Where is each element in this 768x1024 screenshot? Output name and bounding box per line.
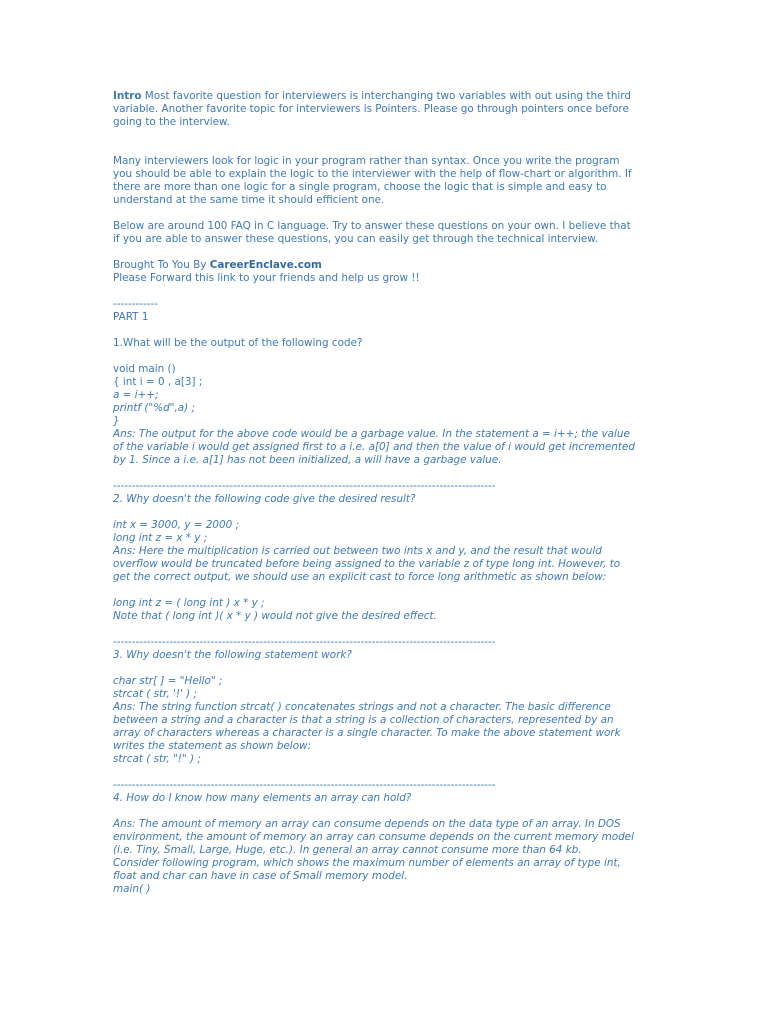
q2-question: 2. Why doesn't the following code give the desired result? <box>113 493 416 505</box>
q3-question: 3. Why doesn't the following statement work? <box>113 649 352 661</box>
brought-line <box>113 259 658 272</box>
short-divider: ------------ <box>113 298 158 310</box>
q3-answer-line: between a string and a character is that a string is a collection of characters, represented by an <box>113 714 614 726</box>
q1-answer-line: by 1. Since a i.e. a[1] has not been initialized, a will have a garbage value. <box>113 454 502 466</box>
intro-line-2: variable. Another favorite topic for interviewers is Pointers. Please go through pointers once before <box>113 103 629 115</box>
logic-line-1: Many interviewers look for logic in your program rather than syntax. Once you write the program <box>113 155 620 167</box>
q1-code-line: a = i++; <box>113 389 159 401</box>
divider: ------------------------------------------------------------------------------------------------------ <box>113 636 496 648</box>
q1-question: 1.What will be the output of the following code? <box>113 337 363 349</box>
q1-code-line: void main () <box>113 363 176 375</box>
q4-answer-line: main( ) <box>113 883 151 895</box>
faq-line-2: if you are able to answer these questions, you can easily get through the technical interview. <box>113 233 599 245</box>
q3-code-line: strcat ( str, '!' ) ; <box>113 688 198 700</box>
q1-answer-line: of the variable i would get assigned first to a i.e. a[0] and then the value of i would get incremented <box>113 441 635 453</box>
q1-code-line: { int i = 0 , a[3] ; <box>113 376 203 388</box>
logic-line-2: you should be able to explain the logic to the interviewer with the help of flow-chart or algorithm. If <box>113 168 632 180</box>
q2-code-line: int x = 3000, y = 2000 ; <box>113 519 240 531</box>
q3-answer-line: array of characters whereas a character is a single character. To make the above statement work <box>113 727 621 739</box>
site-link[interactable]: CareerEnclave.com <box>209 259 322 271</box>
logic-line-3: there are more than one logic for a single program, choose the logic that is simple and easy to <box>113 181 607 193</box>
q1-code-line: printf ("%d",a) ; <box>113 402 195 414</box>
q3-answer-line: writes the statement as shown below: <box>113 740 312 752</box>
q3-code-line: char str[ ] = "Hello" ; <box>113 675 223 687</box>
intro-line-1 <box>113 90 658 103</box>
q2-answer-line: Ans: Here the multiplication is carried out between two ints x and y, and the result that would <box>113 545 602 557</box>
q4-answer-line: Ans: The amount of memory an array can consume depends on the data type of an array. In DOS <box>113 818 621 830</box>
divider: ------------------------------------------------------------------------------------------------------ <box>113 480 496 492</box>
q4-answer-line: environment, the amount of memory an array can consume depends on the current memory model <box>113 831 634 843</box>
q2-code-line: long int z = ( long int ) x * y ; <box>113 597 265 609</box>
q2-code-line: long int z = x * y ; <box>113 532 208 544</box>
q4-answer-line: float and char can have in case of Small memory model. <box>113 870 408 882</box>
q1-code-line: } <box>113 415 120 427</box>
faq-line-1: Below are around 100 FAQ in C language. Try to answer these questions on your own. I believe that <box>113 220 631 232</box>
forward-line: Please Forward this link to your friends and help us grow !! <box>113 272 420 284</box>
q4-answer-line: Consider following program, which shows the maximum number of elements an array of type int, <box>113 857 621 869</box>
document-body <box>113 90 658 896</box>
q3-answer-line: Ans: The string function strcat( ) concatenates strings and not a character. The basic difference <box>113 701 611 713</box>
logic-line-4: understand at the same time it should efficient one. <box>113 194 385 206</box>
intro-line-3: going to the interview. <box>113 116 230 128</box>
q4-question: 4. How do I know how many elements an array can hold? <box>113 792 412 804</box>
q2-note-line: Note that ( long int )( x * y ) would not give the desired effect. <box>113 610 437 622</box>
intro-text: Most favorite question for interviewers is interchanging two variables with out using the third <box>141 90 631 102</box>
part-heading: PART 1 <box>113 311 149 323</box>
q2-answer-line: overflow would be truncated before being assigned to the variable z of type long int. However, to <box>113 558 621 570</box>
q2-answer-line: get the correct output, we should use an explicit cast to force long arithmetic as shown below: <box>113 571 607 583</box>
q3-answer-line: strcat ( str, "!" ) ; <box>113 753 201 765</box>
divider: ------------------------------------------------------------------------------------------------------ <box>113 779 496 791</box>
brought-prefix: Brought To You By <box>113 259 210 271</box>
intro-lead: Intro <box>113 90 142 102</box>
q4-answer-line: (i.e. Tiny, Small, Large, Huge, etc.). In general an array cannot consume more than 64 kb. <box>113 844 582 856</box>
q1-answer-line: Ans: The output for the above code would be a garbage value. In the statement a = i++; the value <box>113 428 630 440</box>
